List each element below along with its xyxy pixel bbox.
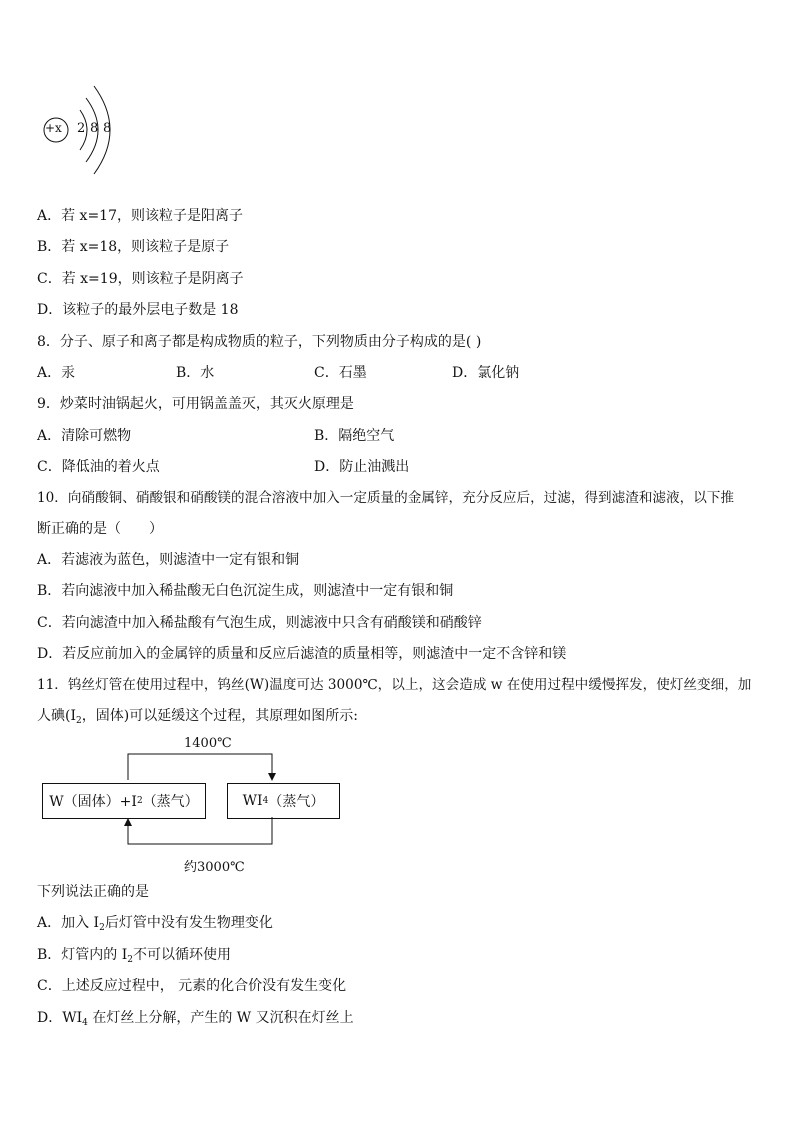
q7-option-a: A．若 x=17，则该粒子是阳离子 — [37, 208, 244, 224]
nucleus-label: +x — [45, 121, 62, 135]
q7-option-b: B．若 x=18，则该粒子是原子 — [37, 239, 230, 255]
q8-option-c: C．石墨 — [314, 365, 367, 381]
q9-stem: 9．炒菜时油锅起火，可用锅盖盖灭，其灭火原理是 — [37, 396, 354, 412]
shell-count-3: 8 — [103, 121, 112, 136]
shell-count-1: 2 — [77, 121, 86, 136]
diagram-left-box: W（固体）+I 2 （蒸气） — [42, 783, 206, 819]
q11-stem-line1: 11．钨丝灯管在使用过程中，钨丝(W)温度可达 3000℃，以上，这会造成 w 在使用过程中缓慢挥发，使灯丝变细，加 — [37, 677, 752, 693]
q10-option-c: C．若向滤渣中加入稀盐酸有气泡生成，则滤液中只含有硝酸镁和硝酸锌 — [37, 615, 482, 631]
q8-option-a: A．汞 — [37, 365, 76, 381]
q11-option-a: A．加入 $I_2$后灯管中没有发生物理变化 — [37, 915, 273, 933]
q8-option-b: B．水 — [176, 365, 215, 381]
q11-option-d: D．$WI_4$ 在灯丝上分解，产生的 W 又沉积在灯丝上 — [37, 1010, 354, 1028]
shell-count-2: 8 — [90, 121, 99, 136]
q11-option-b: B．灯管内的 $I_2$不可以循环使用 — [37, 947, 232, 965]
q9-option-c: C．降低油的着火点 — [37, 459, 160, 475]
q11-option-c: C．上述反应过程中， 元素的化合价没有发生变化 — [37, 978, 347, 994]
diagram-top-label: 1400℃ — [184, 736, 232, 751]
q9-option-a: A．清除可燃物 — [37, 428, 132, 444]
q9-option-d: D．防止油溅出 — [314, 459, 410, 475]
q11-stem-line2: 人碘($I_2$，固体)可以延缓这个过程，其原理如图所示: — [37, 708, 358, 726]
q10-option-b: B．若向滤液中加入稀盐酸无白色沉淀生成，则滤渣中一定有银和铜 — [37, 583, 454, 599]
q9-option-b: B．隔绝空气 — [314, 428, 395, 444]
q10-stem-line1: 10．向硝酸铜、硝酸银和硝酸镁的混合溶液中加入一定质量的金属锌，充分反应后，过滤，得到滤渣和滤液，以下推 — [37, 490, 734, 506]
q7-option-d: D．该粒子的最外层电子数是 18 — [37, 302, 239, 318]
bottom-arrow — [128, 817, 272, 844]
q10-stem-line2: 断正确的是（ ） — [37, 521, 163, 537]
q8-stem: 8．分子、原子和离子都是构成物质的粒子，下列物质由分子构成的是( ) — [37, 334, 482, 350]
top-arrow — [128, 754, 272, 780]
q8-option-d: D．氯化钠 — [452, 365, 520, 381]
q10-option-a: A．若滤液为蓝色，则滤渣中一定有银和铜 — [37, 552, 300, 568]
q7-option-c: C．若 x=19，则该粒子是阴离子 — [37, 271, 244, 287]
diagram-right-box: WI 4 （蒸气） — [227, 783, 340, 819]
q11-prompt: 下列说法正确的是 — [37, 884, 149, 900]
diagram-bottom-label: 约3000℃ — [184, 860, 245, 875]
q10-option-d: D．若反应前加入的金属锌的质量和反应后滤渣的质量相等，则滤渣中一定不含锌和镁 — [37, 646, 567, 662]
